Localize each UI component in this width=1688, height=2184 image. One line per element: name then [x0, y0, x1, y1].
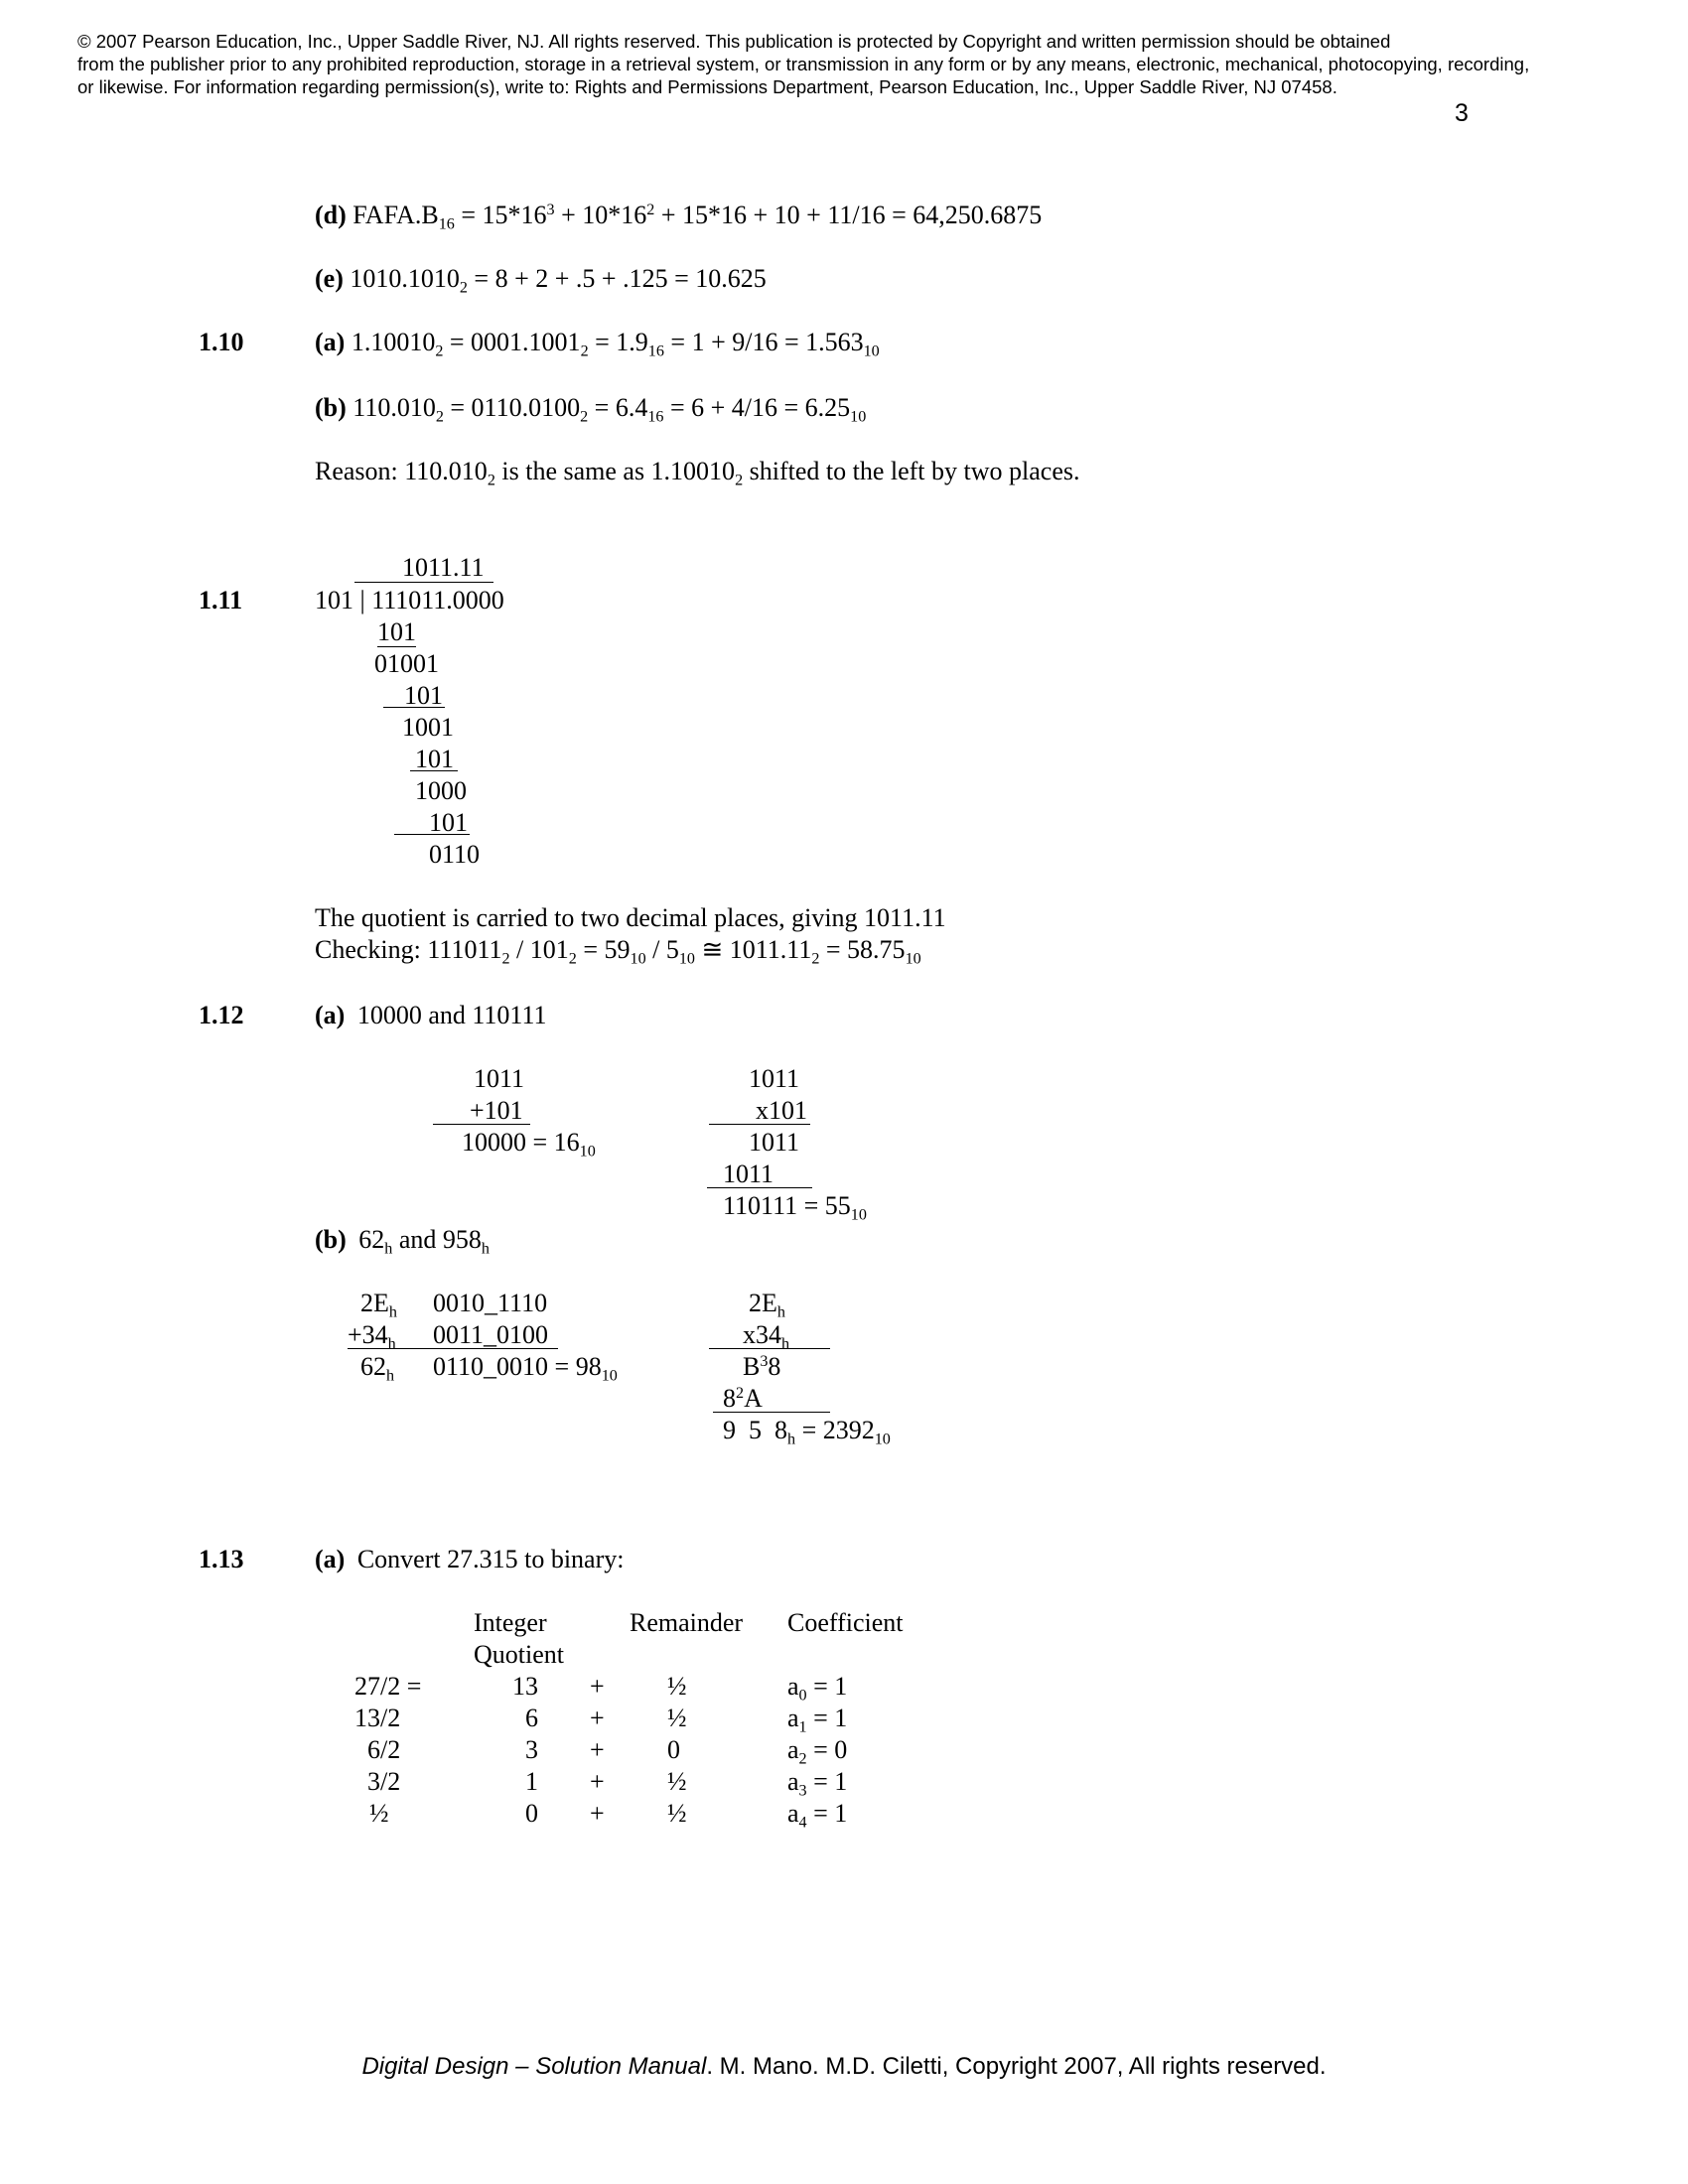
multiplication-rule	[709, 1124, 810, 1125]
footer-copyright: . M. Mano. M.D. Ciletti, Copyright 2007, All rights reserved.	[706, 2053, 1327, 2080]
multiplication-line: 1011	[723, 1160, 774, 1188]
row-quotient: 6	[525, 1704, 538, 1732]
problem-number: 1.11	[199, 586, 243, 614]
copyright-header	[77, 30, 1626, 98]
row-coefficient: $a_2 = 0$	[787, 1735, 848, 1768]
hex-add-binary: 0011_0100	[433, 1320, 549, 1349]
table-header-remainder: Remainder	[630, 1608, 744, 1637]
division-step: 101	[377, 617, 416, 646]
problem-1-10-reason: Reason: $110.010_2$ is the same as $1.10010_2$ shifted to the left by two places.	[315, 457, 1080, 489]
division-remainder: 0110	[429, 840, 481, 869]
problem-number: 1.10	[199, 328, 244, 356]
problem-1-11-note: The quotient is carried to two decimal places, giving 1011.11	[315, 903, 946, 932]
hex-mul-rule	[713, 1412, 830, 1413]
division-rule	[394, 834, 470, 835]
row-quotient: 3	[525, 1735, 538, 1764]
part-label: (a)	[315, 328, 346, 356]
row-coefficient: $a_0 = 1$	[787, 1672, 848, 1705]
part-label: (a)	[315, 1001, 346, 1029]
row-plus: +	[590, 1672, 605, 1701]
row-remainder: 0	[667, 1735, 680, 1764]
problem-1-10-a: (a) $1.10010_2 = 0001.1001_2 = 1.9_{16} = 1 + 9/16 = 1.563_{10}$	[315, 328, 880, 360]
table-header-integer: Integer	[474, 1608, 547, 1637]
division-step: 1000	[415, 776, 467, 805]
row-remainder: ½	[667, 1672, 687, 1701]
row-quotient: 0	[525, 1799, 538, 1828]
part-label: (a)	[315, 1545, 346, 1573]
division-rule	[383, 707, 445, 708]
row-dividend: 3/2	[367, 1767, 401, 1796]
row-dividend: 6/2	[367, 1735, 401, 1764]
row-quotient: 1	[525, 1767, 538, 1796]
hex-mul-line: $2E_h$	[749, 1289, 785, 1321]
row-quotient: 13	[512, 1672, 538, 1701]
multiplication-rule	[707, 1187, 812, 1188]
problem-1-10-b: (b) $110.010_2 = 0110.0100_2 = 6.4_{16} = 6 + 4/16 = 6.25_{10}$	[315, 393, 867, 426]
row-coefficient: $a_4 = 1$	[787, 1799, 848, 1832]
row-dividend: ½	[369, 1799, 389, 1828]
problem-1-13-a	[315, 1545, 624, 1574]
copyright-line: from the publisher prior to any prohibited reproduction, storage in a retrieval system, or transmission in any form or by any means, electronic, mechanical, photocopying, recording,	[77, 54, 1530, 74]
part-label: (b)	[315, 1225, 347, 1254]
problem-1-12-a	[315, 1001, 546, 1030]
multiplication-line: x101	[756, 1096, 807, 1125]
addition-line: +101	[470, 1096, 523, 1125]
hex-mul-line: $8^2A$	[723, 1384, 763, 1413]
row-remainder: ½	[667, 1767, 687, 1796]
hex-add-result: 0110_0010 = $98_{10}$	[433, 1352, 618, 1385]
part-label: (d)	[315, 201, 347, 229]
part-label: (b)	[315, 393, 347, 422]
multiplication-result: $110111 = 55_{10}$	[723, 1191, 867, 1224]
hex-add-line: $2E_h$	[360, 1289, 397, 1321]
problem-1-11-check: Checking: $111011_2 / 101_2 = 59_{10} / 5_{10}$ ≅ $1011.11_2 = 58.75_{10}$	[315, 935, 921, 968]
row-plus: +	[590, 1704, 605, 1732]
row-remainder: ½	[667, 1704, 687, 1732]
row-plus: +	[590, 1767, 605, 1796]
table-header-quotient: Quotient	[474, 1640, 564, 1669]
addition-result: $10000 = 16_{10}$	[462, 1128, 596, 1160]
copyright-line: or likewise. For information regarding permission(s), write to: Rights and Permissions Department, Pearson Education, Inc., Upper Saddle River, NJ 07458.	[77, 76, 1337, 97]
division-step: 101	[404, 681, 443, 710]
multiplication-line: 1011	[749, 1064, 800, 1093]
hex-add-rule	[348, 1348, 558, 1349]
part-text: 10000 and 110111	[356, 1001, 547, 1029]
division-quotient: 1011.11	[402, 553, 485, 582]
part-label: (e)	[315, 264, 344, 293]
division-bar	[354, 582, 493, 583]
row-remainder: ½	[667, 1799, 687, 1828]
footer	[0, 2053, 1688, 2081]
problem-number: 1.13	[199, 1545, 244, 1573]
hex-mul-line: $x34_h$	[743, 1320, 790, 1353]
row-coefficient: $a_1 = 1$	[787, 1704, 848, 1736]
division-rule	[410, 770, 458, 771]
page-number: 3	[1455, 99, 1469, 127]
row-dividend: 27/2 =	[354, 1672, 422, 1701]
hex-add-binary: 0010_1110	[433, 1289, 548, 1317]
table-header-coefficient: Coefficient	[787, 1608, 904, 1637]
problem-1-9-e: (e) $1010.1010_2 = 8 + 2 + .5 + .125 = 10.625$	[315, 264, 767, 297]
problem-1-9-d: (d) $FAFA.B_{16} = 15*16^3 + 10*16^2 + 15*16 + 10 + 11/16 = 64,250.6875$	[315, 201, 1043, 233]
hex-add-line: $62_h$	[360, 1352, 395, 1385]
row-plus: +	[590, 1799, 605, 1828]
division-step: 1001	[402, 713, 454, 742]
copyright-line: © 2007 Pearson Education, Inc., Upper Saddle River, NJ. All rights reserved. This publication is protected by Copyright and written permission should be obtained	[77, 31, 1391, 52]
hex-mul-result: 9 5 $8_h = 2392_{10}$	[723, 1416, 891, 1448]
part-text: Convert 27.315 to binary:	[356, 1545, 625, 1573]
hex-add-line: $+34_h$	[348, 1320, 396, 1353]
multiplication-line: 1011	[749, 1128, 800, 1157]
problem-number: 1.12	[199, 1001, 244, 1029]
division-step: 01001	[374, 649, 439, 678]
division-step: 101	[429, 808, 468, 837]
row-coefficient: $a_3 = 1$	[787, 1767, 848, 1800]
division-step: 101	[415, 745, 454, 773]
footer-title: Digital Design – Solution Manual	[361, 2053, 707, 2080]
division-dividend: 101 | 111011.0000	[315, 586, 504, 614]
addition-line: 1011	[474, 1064, 525, 1093]
addition-rule	[433, 1124, 530, 1125]
row-plus: +	[590, 1735, 605, 1764]
problem-1-12-b: (b) $62_h$ and $958_h$	[315, 1225, 490, 1258]
hex-mul-line: $B^38$	[743, 1352, 781, 1381]
row-dividend: 13/2	[354, 1704, 401, 1732]
hex-mul-rule	[709, 1348, 830, 1349]
